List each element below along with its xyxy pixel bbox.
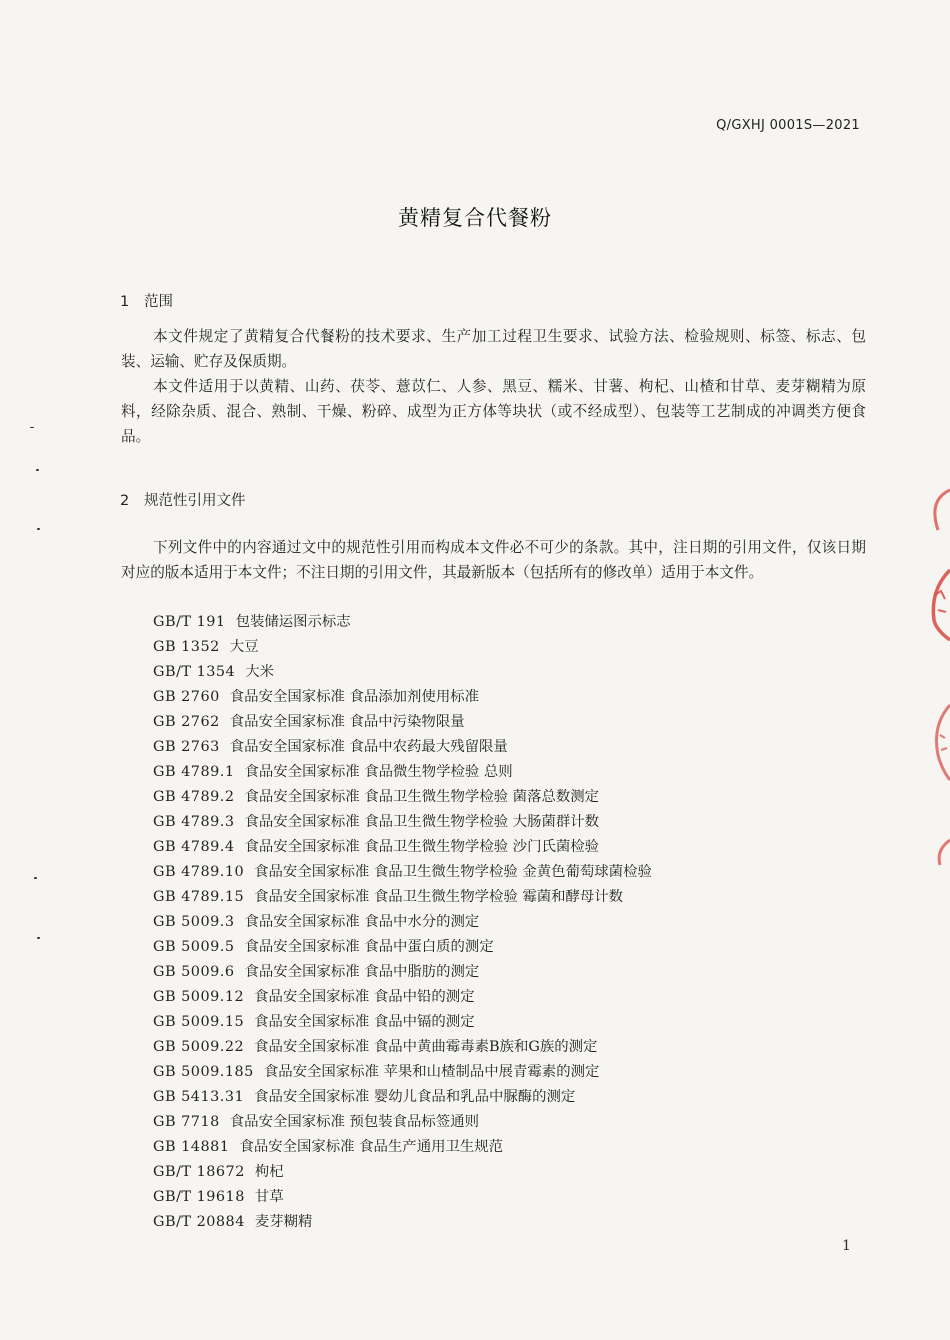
reference-item: [153, 610, 873, 635]
reference-code: GB 4789.3: [153, 814, 235, 830]
reference-item: [153, 1210, 873, 1235]
reference-title: 食品安全国家标准 食品中镉的测定: [254, 1014, 475, 1030]
official-seal-stamp: [910, 470, 950, 890]
reference-title: 食品安全国家标准 食品添加剂使用标准: [229, 689, 479, 705]
reference-code: GB 7718: [153, 1114, 220, 1130]
reference-title: 大米: [245, 664, 275, 680]
reference-item: [153, 685, 873, 710]
reference-code: GB/T 1354: [153, 664, 236, 680]
paragraph: 本文件规定了黄精复合代餐粉的技术要求、生产加工过程卫生要求、试验方法、检验规则、标签、标志、包装、运输、贮存及保质期。: [121, 328, 866, 370]
reference-code: GB/T 20884: [153, 1214, 245, 1230]
reference-title: 食品安全国家标准 食品微生物学检验 总则: [244, 764, 513, 780]
reference-title: 麦芽糊精: [254, 1214, 313, 1230]
reference-code: GB 5009.12: [153, 989, 245, 1005]
reference-title: 食品安全国家标准 食品生产通用卫生规范: [239, 1139, 504, 1155]
reference-item: [153, 785, 873, 810]
reference-code: GB/T 19618: [153, 1189, 245, 1205]
reference-title: 食品安全国家标准 食品卫生微生物学检验 沙门氏菌检验: [244, 839, 600, 855]
section-number: 1: [120, 294, 130, 310]
reference-code: GB 5009.22: [153, 1039, 245, 1055]
scan-speck: [36, 469, 39, 471]
page-number: 1: [842, 1238, 851, 1254]
reference-code: GB 4789.4: [153, 839, 235, 855]
reference-item: [153, 860, 873, 885]
reference-item: [153, 910, 873, 935]
reference-item: [153, 735, 873, 760]
reference-code: GB 5009.15: [153, 1014, 245, 1030]
reference-title: 枸杞: [254, 1164, 284, 1180]
reference-title: 食品安全国家标准 食品中黄曲霉毒素B族和G族的测定: [254, 1039, 598, 1055]
reference-code: GB 5009.3: [153, 914, 235, 930]
reference-code: GB 2763: [153, 739, 220, 755]
reference-item: [153, 1185, 873, 1210]
reference-item: [153, 835, 873, 860]
reference-item: [153, 760, 873, 785]
reference-item: [153, 885, 873, 910]
reference-code: GB/T 18672: [153, 1164, 245, 1180]
document-title: 黄精复合代餐粉: [398, 206, 552, 230]
reference-code: GB 1352: [153, 639, 220, 655]
reference-item: [153, 1010, 873, 1035]
paragraph: 下列文件中的内容通过文中的规范性引用而构成本文件必不可少的条款。其中，注日期的引用文件，仅该日期对应的版本适用于本文件；不注日期的引用文件，其最新版本（包括所有的修改单）适用于本文件。: [121, 539, 866, 581]
section-title: 规范性引用文件: [144, 493, 246, 509]
reference-title: 食品安全国家标准 食品卫生微生物学检验 菌落总数测定: [244, 789, 600, 805]
section-title: 范围: [144, 294, 173, 310]
reference-code: GB/T 191: [153, 614, 226, 630]
reference-item: [153, 1135, 873, 1160]
reference-code: GB 5009.185: [153, 1064, 254, 1080]
reference-title: 食品安全国家标准 食品中脂肪的测定: [244, 964, 480, 980]
reference-title: 食品安全国家标准 苹果和山楂制品中展青霉素的测定: [263, 1064, 600, 1080]
reference-code: GB 14881: [153, 1139, 230, 1155]
reference-item: [153, 710, 873, 735]
reference-title: 食品安全国家标准 预包装食品标签通则: [229, 1114, 479, 1130]
document-number: Q/GXHJ 0001S—2021: [716, 118, 860, 133]
reference-item: [153, 1085, 873, 1110]
reference-item: [153, 960, 873, 985]
reference-title: 甘草: [254, 1189, 284, 1205]
scan-speck: [34, 877, 37, 879]
reference-title: 食品安全国家标准 食品中蛋白质的测定: [244, 939, 494, 955]
reference-code: GB 5009.6: [153, 964, 235, 980]
scan-speck: [37, 528, 40, 530]
reference-title: 食品安全国家标准 食品卫生微生物学检验 霉菌和酵母计数: [254, 889, 624, 905]
reference-item: [153, 635, 873, 660]
reference-title: 大豆: [229, 639, 259, 655]
reference-code: GB 5413.31: [153, 1089, 245, 1105]
reference-title: 食品安全国家标准 食品中铅的测定: [254, 989, 475, 1005]
reference-item: [153, 810, 873, 835]
reference-title: 包装储运图示标志: [235, 614, 351, 630]
section-number: 2: [120, 493, 130, 509]
reference-title: 食品安全国家标准 食品卫生微生物学检验 金黄色葡萄球菌检验: [254, 864, 652, 880]
reference-code: GB 4789.2: [153, 789, 235, 805]
reference-item: [153, 935, 873, 960]
reference-title: 食品安全国家标准 食品中农药最大残留限量: [229, 739, 508, 755]
reference-item: [153, 985, 873, 1010]
reference-code: GB 4789.10: [153, 864, 245, 880]
reference-title: 食品安全国家标准 婴幼儿食品和乳品中脲酶的测定: [254, 1089, 576, 1105]
section-heading-1: [120, 290, 173, 311]
reference-code: GB 2762: [153, 714, 220, 730]
reference-list: [153, 610, 873, 1235]
reference-item: [153, 1160, 873, 1185]
reference-code: GB 5009.5: [153, 939, 235, 955]
reference-item: [153, 1110, 873, 1135]
paragraph: 本文件适用于以黄精、山药、茯苓、薏苡仁、人参、黑豆、糯米、甘薯、枸杞、山楂和甘草、麦芽糊精为原料，经除杂质、混合、熟制、干燥、粉碎、成型为正方体等块状（或不经成型）、包装等工艺制成的冲调类方便食品。: [121, 378, 866, 445]
scan-speck: [37, 937, 40, 939]
section-heading-2: [120, 489, 246, 510]
reference-item: [153, 660, 873, 685]
scan-speck: [30, 427, 34, 428]
reference-code: GB 2760: [153, 689, 220, 705]
reference-code: GB 4789.1: [153, 764, 235, 780]
reference-title: 食品安全国家标准 食品中污染物限量: [229, 714, 465, 730]
reference-title: 食品安全国家标准 食品中水分的测定: [244, 914, 480, 930]
reference-item: [153, 1035, 873, 1060]
reference-item: [153, 1060, 873, 1085]
reference-title: 食品安全国家标准 食品卫生微生物学检验 大肠菌群计数: [244, 814, 600, 830]
reference-code: GB 4789.15: [153, 889, 245, 905]
